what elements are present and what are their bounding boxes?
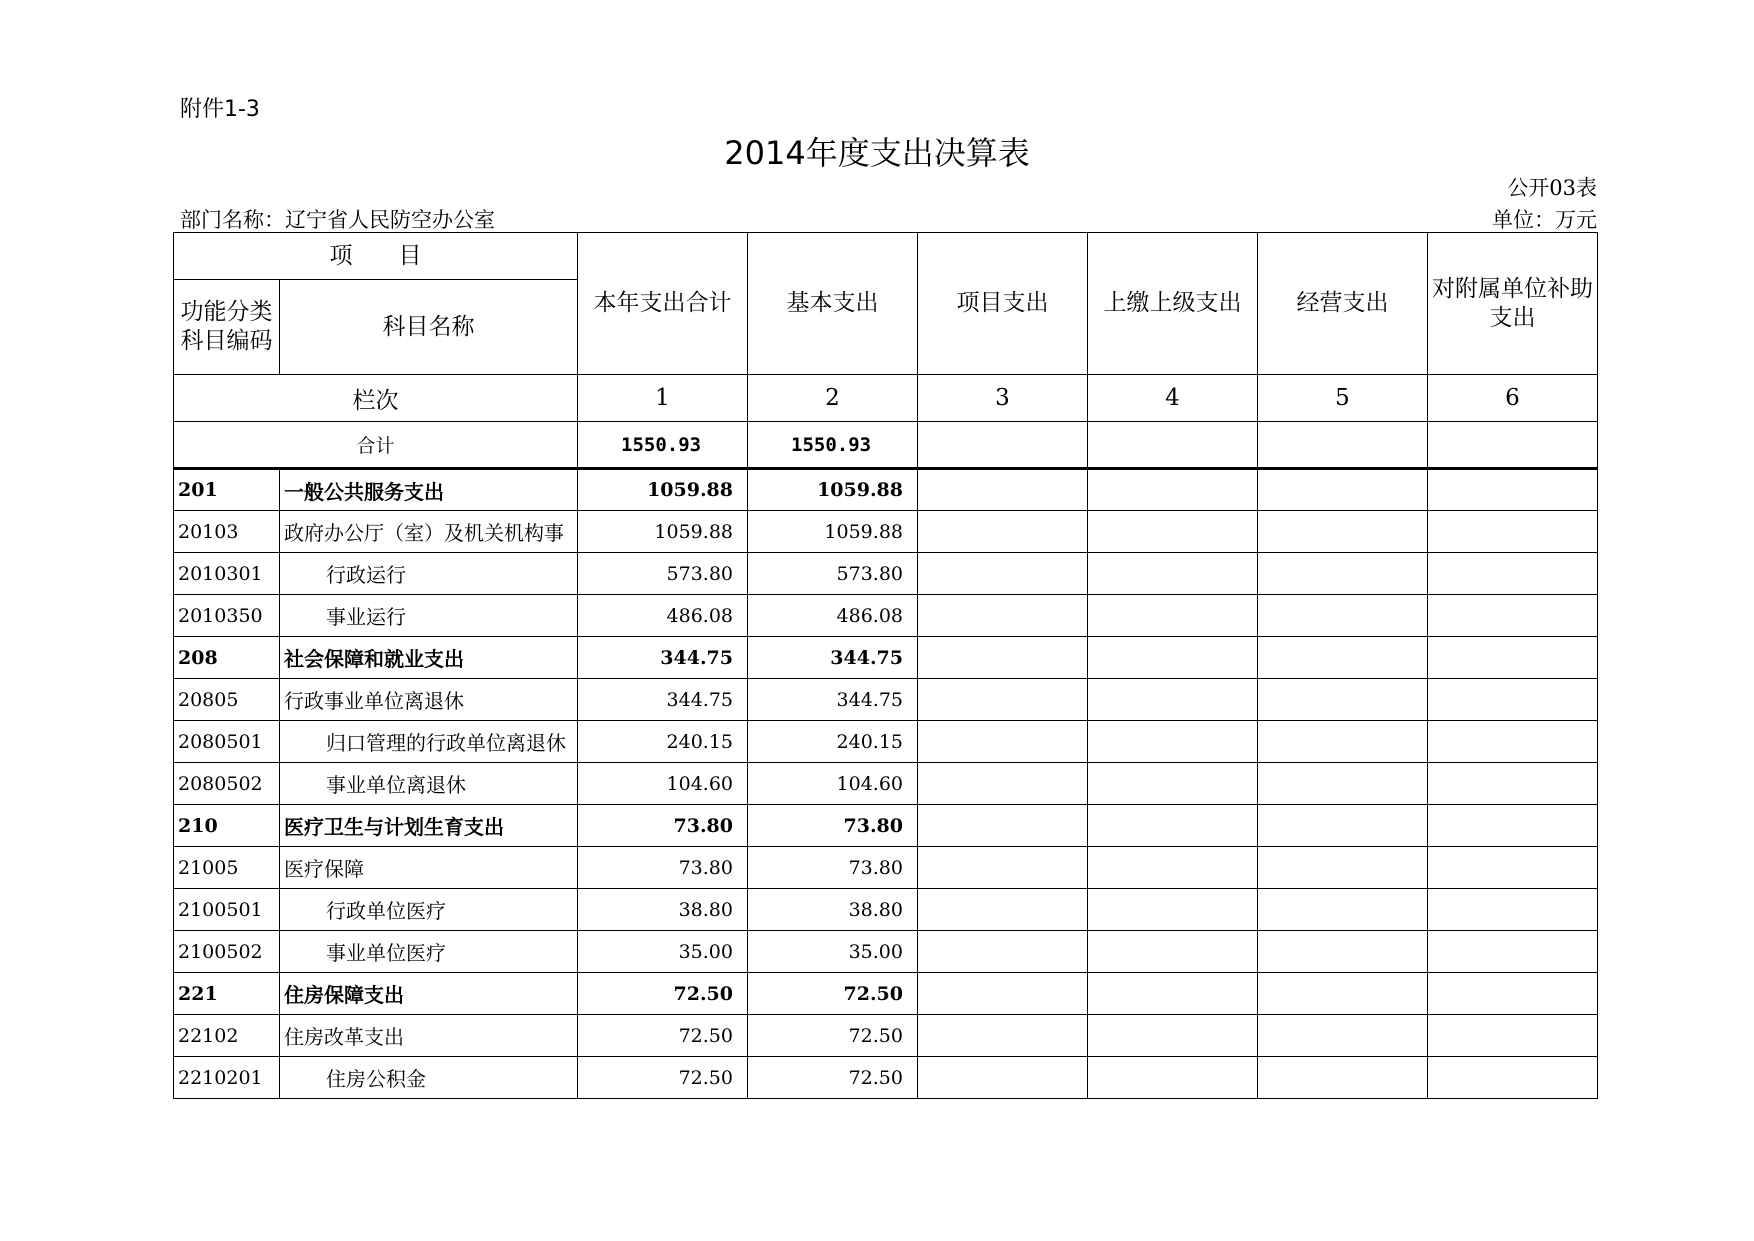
row-business-value bbox=[1258, 1057, 1428, 1099]
row-basic-value: 344.75 bbox=[748, 679, 918, 721]
row-subsidy-value bbox=[1428, 553, 1598, 595]
total-value bbox=[1258, 422, 1428, 469]
row-total-value: 73.80 bbox=[578, 847, 748, 889]
row-name: 社会保障和就业支出 bbox=[280, 637, 578, 679]
row-basic-value: 104.60 bbox=[748, 763, 918, 805]
row-project-value bbox=[918, 763, 1088, 805]
page-title: 2014年度支出决算表 bbox=[724, 134, 1030, 172]
row-business-value bbox=[1258, 679, 1428, 721]
row-code: 2010350 bbox=[174, 595, 280, 637]
row-name: 住房保障支出 bbox=[280, 973, 578, 1015]
row-subsidy-value bbox=[1428, 637, 1598, 679]
row-total-value: 1059.88 bbox=[578, 469, 748, 511]
row-subsidy-value bbox=[1428, 889, 1598, 931]
row-name: 政府办公厅（室）及机关机构事 bbox=[280, 511, 578, 553]
row-upper-value bbox=[1088, 931, 1258, 973]
lanci-label: 栏次 bbox=[174, 375, 578, 422]
row-business-value bbox=[1258, 931, 1428, 973]
row-basic-value: 1059.88 bbox=[748, 469, 918, 511]
row-subsidy-value bbox=[1428, 1057, 1598, 1099]
row-code: 221 bbox=[174, 973, 280, 1015]
row-total-value: 38.80 bbox=[578, 889, 748, 931]
table-row bbox=[174, 553, 1598, 595]
row-code: 20103 bbox=[174, 511, 280, 553]
row-upper-value bbox=[1088, 679, 1258, 721]
code-header: 功能分类科目编码 bbox=[174, 280, 280, 375]
row-business-value bbox=[1258, 469, 1428, 511]
table-row bbox=[174, 889, 1598, 931]
row-basic-value: 38.80 bbox=[748, 889, 918, 931]
table-row bbox=[174, 931, 1598, 973]
row-business-value bbox=[1258, 553, 1428, 595]
row-business-value bbox=[1258, 721, 1428, 763]
row-subsidy-value bbox=[1428, 595, 1598, 637]
row-total-value: 486.08 bbox=[578, 595, 748, 637]
row-upper-value bbox=[1088, 469, 1258, 511]
row-code: 2100502 bbox=[174, 931, 280, 973]
row-total-value: 104.60 bbox=[578, 763, 748, 805]
row-business-value bbox=[1258, 595, 1428, 637]
row-project-value bbox=[918, 1057, 1088, 1099]
attachment-label: 附件1-3 bbox=[180, 97, 260, 122]
row-total-value: 344.75 bbox=[578, 679, 748, 721]
expenditure-table bbox=[173, 232, 1598, 1099]
row-subsidy-value bbox=[1428, 469, 1598, 511]
row-code: 210 bbox=[174, 805, 280, 847]
row-project-value bbox=[918, 889, 1088, 931]
row-upper-value bbox=[1088, 553, 1258, 595]
row-project-value bbox=[918, 931, 1088, 973]
row-subsidy-value bbox=[1428, 511, 1598, 553]
row-upper-value bbox=[1088, 889, 1258, 931]
col-header-business: 经营支出 bbox=[1258, 233, 1428, 375]
row-name: 一般公共服务支出 bbox=[280, 469, 578, 511]
row-upper-value bbox=[1088, 763, 1258, 805]
row-business-value bbox=[1258, 763, 1428, 805]
table-row bbox=[174, 679, 1598, 721]
row-code: 2010301 bbox=[174, 553, 280, 595]
lanci-cell: 3 bbox=[918, 375, 1088, 422]
row-upper-value bbox=[1088, 1015, 1258, 1057]
total-label: 合计 bbox=[174, 422, 578, 469]
total-value bbox=[1088, 422, 1258, 469]
row-total-value: 1059.88 bbox=[578, 511, 748, 553]
row-upper-value bbox=[1088, 805, 1258, 847]
row-basic-value: 1059.88 bbox=[748, 511, 918, 553]
row-business-value bbox=[1258, 805, 1428, 847]
row-basic-value: 72.50 bbox=[748, 1057, 918, 1099]
row-code: 2080501 bbox=[174, 721, 280, 763]
row-code: 2100501 bbox=[174, 889, 280, 931]
row-subsidy-value bbox=[1428, 1015, 1598, 1057]
row-subsidy-value bbox=[1428, 679, 1598, 721]
col-header-basic: 基本支出 bbox=[748, 233, 918, 375]
table-row bbox=[174, 637, 1598, 679]
row-total-value: 35.00 bbox=[578, 931, 748, 973]
row-name: 住房公积金 bbox=[280, 1057, 578, 1099]
row-basic-value: 573.80 bbox=[748, 553, 918, 595]
row-business-value bbox=[1258, 637, 1428, 679]
row-upper-value bbox=[1088, 1057, 1258, 1099]
row-business-value bbox=[1258, 889, 1428, 931]
row-project-value bbox=[918, 511, 1088, 553]
row-total-value: 73.80 bbox=[578, 805, 748, 847]
lanci-cell: 1 bbox=[578, 375, 748, 422]
row-business-value bbox=[1258, 511, 1428, 553]
row-code: 22102 bbox=[174, 1015, 280, 1057]
row-upper-value bbox=[1088, 511, 1258, 553]
row-code: 201 bbox=[174, 469, 280, 511]
row-name: 归口管理的行政单位离退休 bbox=[280, 721, 578, 763]
row-name: 行政运行 bbox=[280, 553, 578, 595]
row-project-value bbox=[918, 721, 1088, 763]
row-project-value bbox=[918, 469, 1088, 511]
row-total-value: 344.75 bbox=[578, 637, 748, 679]
row-name: 医疗卫生与计划生育支出 bbox=[280, 805, 578, 847]
row-code: 21005 bbox=[174, 847, 280, 889]
row-upper-value bbox=[1088, 637, 1258, 679]
row-project-value bbox=[918, 679, 1088, 721]
row-basic-value: 344.75 bbox=[748, 637, 918, 679]
total-value: 1550.93 bbox=[578, 422, 748, 469]
table-row bbox=[174, 763, 1598, 805]
row-name: 事业运行 bbox=[280, 595, 578, 637]
row-name: 住房改革支出 bbox=[280, 1015, 578, 1057]
row-name: 行政单位医疗 bbox=[280, 889, 578, 931]
row-subsidy-value bbox=[1428, 931, 1598, 973]
name-header: 科目名称 bbox=[280, 280, 578, 375]
row-business-value bbox=[1258, 847, 1428, 889]
row-basic-value: 240.15 bbox=[748, 721, 918, 763]
table-row bbox=[174, 511, 1598, 553]
row-project-value bbox=[918, 847, 1088, 889]
row-code: 20805 bbox=[174, 679, 280, 721]
row-project-value bbox=[918, 973, 1088, 1015]
row-business-value bbox=[1258, 1015, 1428, 1057]
total-value: 1550.93 bbox=[748, 422, 918, 469]
col-header-project: 项目支出 bbox=[918, 233, 1088, 375]
row-basic-value: 72.50 bbox=[748, 1015, 918, 1057]
row-basic-value: 73.80 bbox=[748, 805, 918, 847]
lanci-cell: 5 bbox=[1258, 375, 1428, 422]
lanci-cell: 2 bbox=[748, 375, 918, 422]
table-row bbox=[174, 721, 1598, 763]
row-code: 2210201 bbox=[174, 1057, 280, 1099]
row-name: 医疗保障 bbox=[280, 847, 578, 889]
unit-label: 单位：万元 bbox=[1492, 208, 1597, 232]
row-total-value: 573.80 bbox=[578, 553, 748, 595]
table-row bbox=[174, 1015, 1598, 1057]
total-value bbox=[918, 422, 1088, 469]
row-upper-value bbox=[1088, 721, 1258, 763]
row-project-value bbox=[918, 1015, 1088, 1057]
table-row bbox=[174, 973, 1598, 1015]
row-name: 行政事业单位离退休 bbox=[280, 679, 578, 721]
lanci-cell: 4 bbox=[1088, 375, 1258, 422]
col-header-subsidy: 对附属单位补助支出 bbox=[1428, 233, 1598, 375]
table-row bbox=[174, 595, 1598, 637]
row-upper-value bbox=[1088, 847, 1258, 889]
table-row bbox=[174, 805, 1598, 847]
row-basic-value: 73.80 bbox=[748, 847, 918, 889]
row-total-value: 72.50 bbox=[578, 1015, 748, 1057]
table-row bbox=[174, 469, 1598, 511]
row-basic-value: 486.08 bbox=[748, 595, 918, 637]
row-subsidy-value bbox=[1428, 805, 1598, 847]
row-code: 2080502 bbox=[174, 763, 280, 805]
row-total-value: 72.50 bbox=[578, 1057, 748, 1099]
row-subsidy-value bbox=[1428, 973, 1598, 1015]
row-basic-value: 72.50 bbox=[748, 973, 918, 1015]
total-value bbox=[1428, 422, 1598, 469]
row-business-value bbox=[1258, 973, 1428, 1015]
row-subsidy-value bbox=[1428, 721, 1598, 763]
row-total-value: 72.50 bbox=[578, 973, 748, 1015]
col-header-upper: 上缴上级支出 bbox=[1088, 233, 1258, 375]
row-project-value bbox=[918, 805, 1088, 847]
row-name: 事业单位医疗 bbox=[280, 931, 578, 973]
lanci-cell: 6 bbox=[1428, 375, 1598, 422]
row-code: 208 bbox=[174, 637, 280, 679]
table-row bbox=[174, 1057, 1598, 1099]
row-total-value: 240.15 bbox=[578, 721, 748, 763]
row-project-value bbox=[918, 637, 1088, 679]
department-label: 部门名称：辽宁省人民防空办公室 bbox=[180, 208, 495, 232]
table-row bbox=[174, 847, 1598, 889]
row-project-value bbox=[918, 595, 1088, 637]
row-basic-value: 35.00 bbox=[748, 931, 918, 973]
row-upper-value bbox=[1088, 595, 1258, 637]
row-subsidy-value bbox=[1428, 763, 1598, 805]
row-subsidy-value bbox=[1428, 847, 1598, 889]
row-project-value bbox=[918, 553, 1088, 595]
col-header-total: 本年支出合计 bbox=[578, 233, 748, 375]
row-upper-value bbox=[1088, 973, 1258, 1015]
form-number: 公开03表 bbox=[1507, 176, 1597, 200]
row-name: 事业单位离退休 bbox=[280, 763, 578, 805]
item-header: 项 目 bbox=[174, 233, 578, 280]
